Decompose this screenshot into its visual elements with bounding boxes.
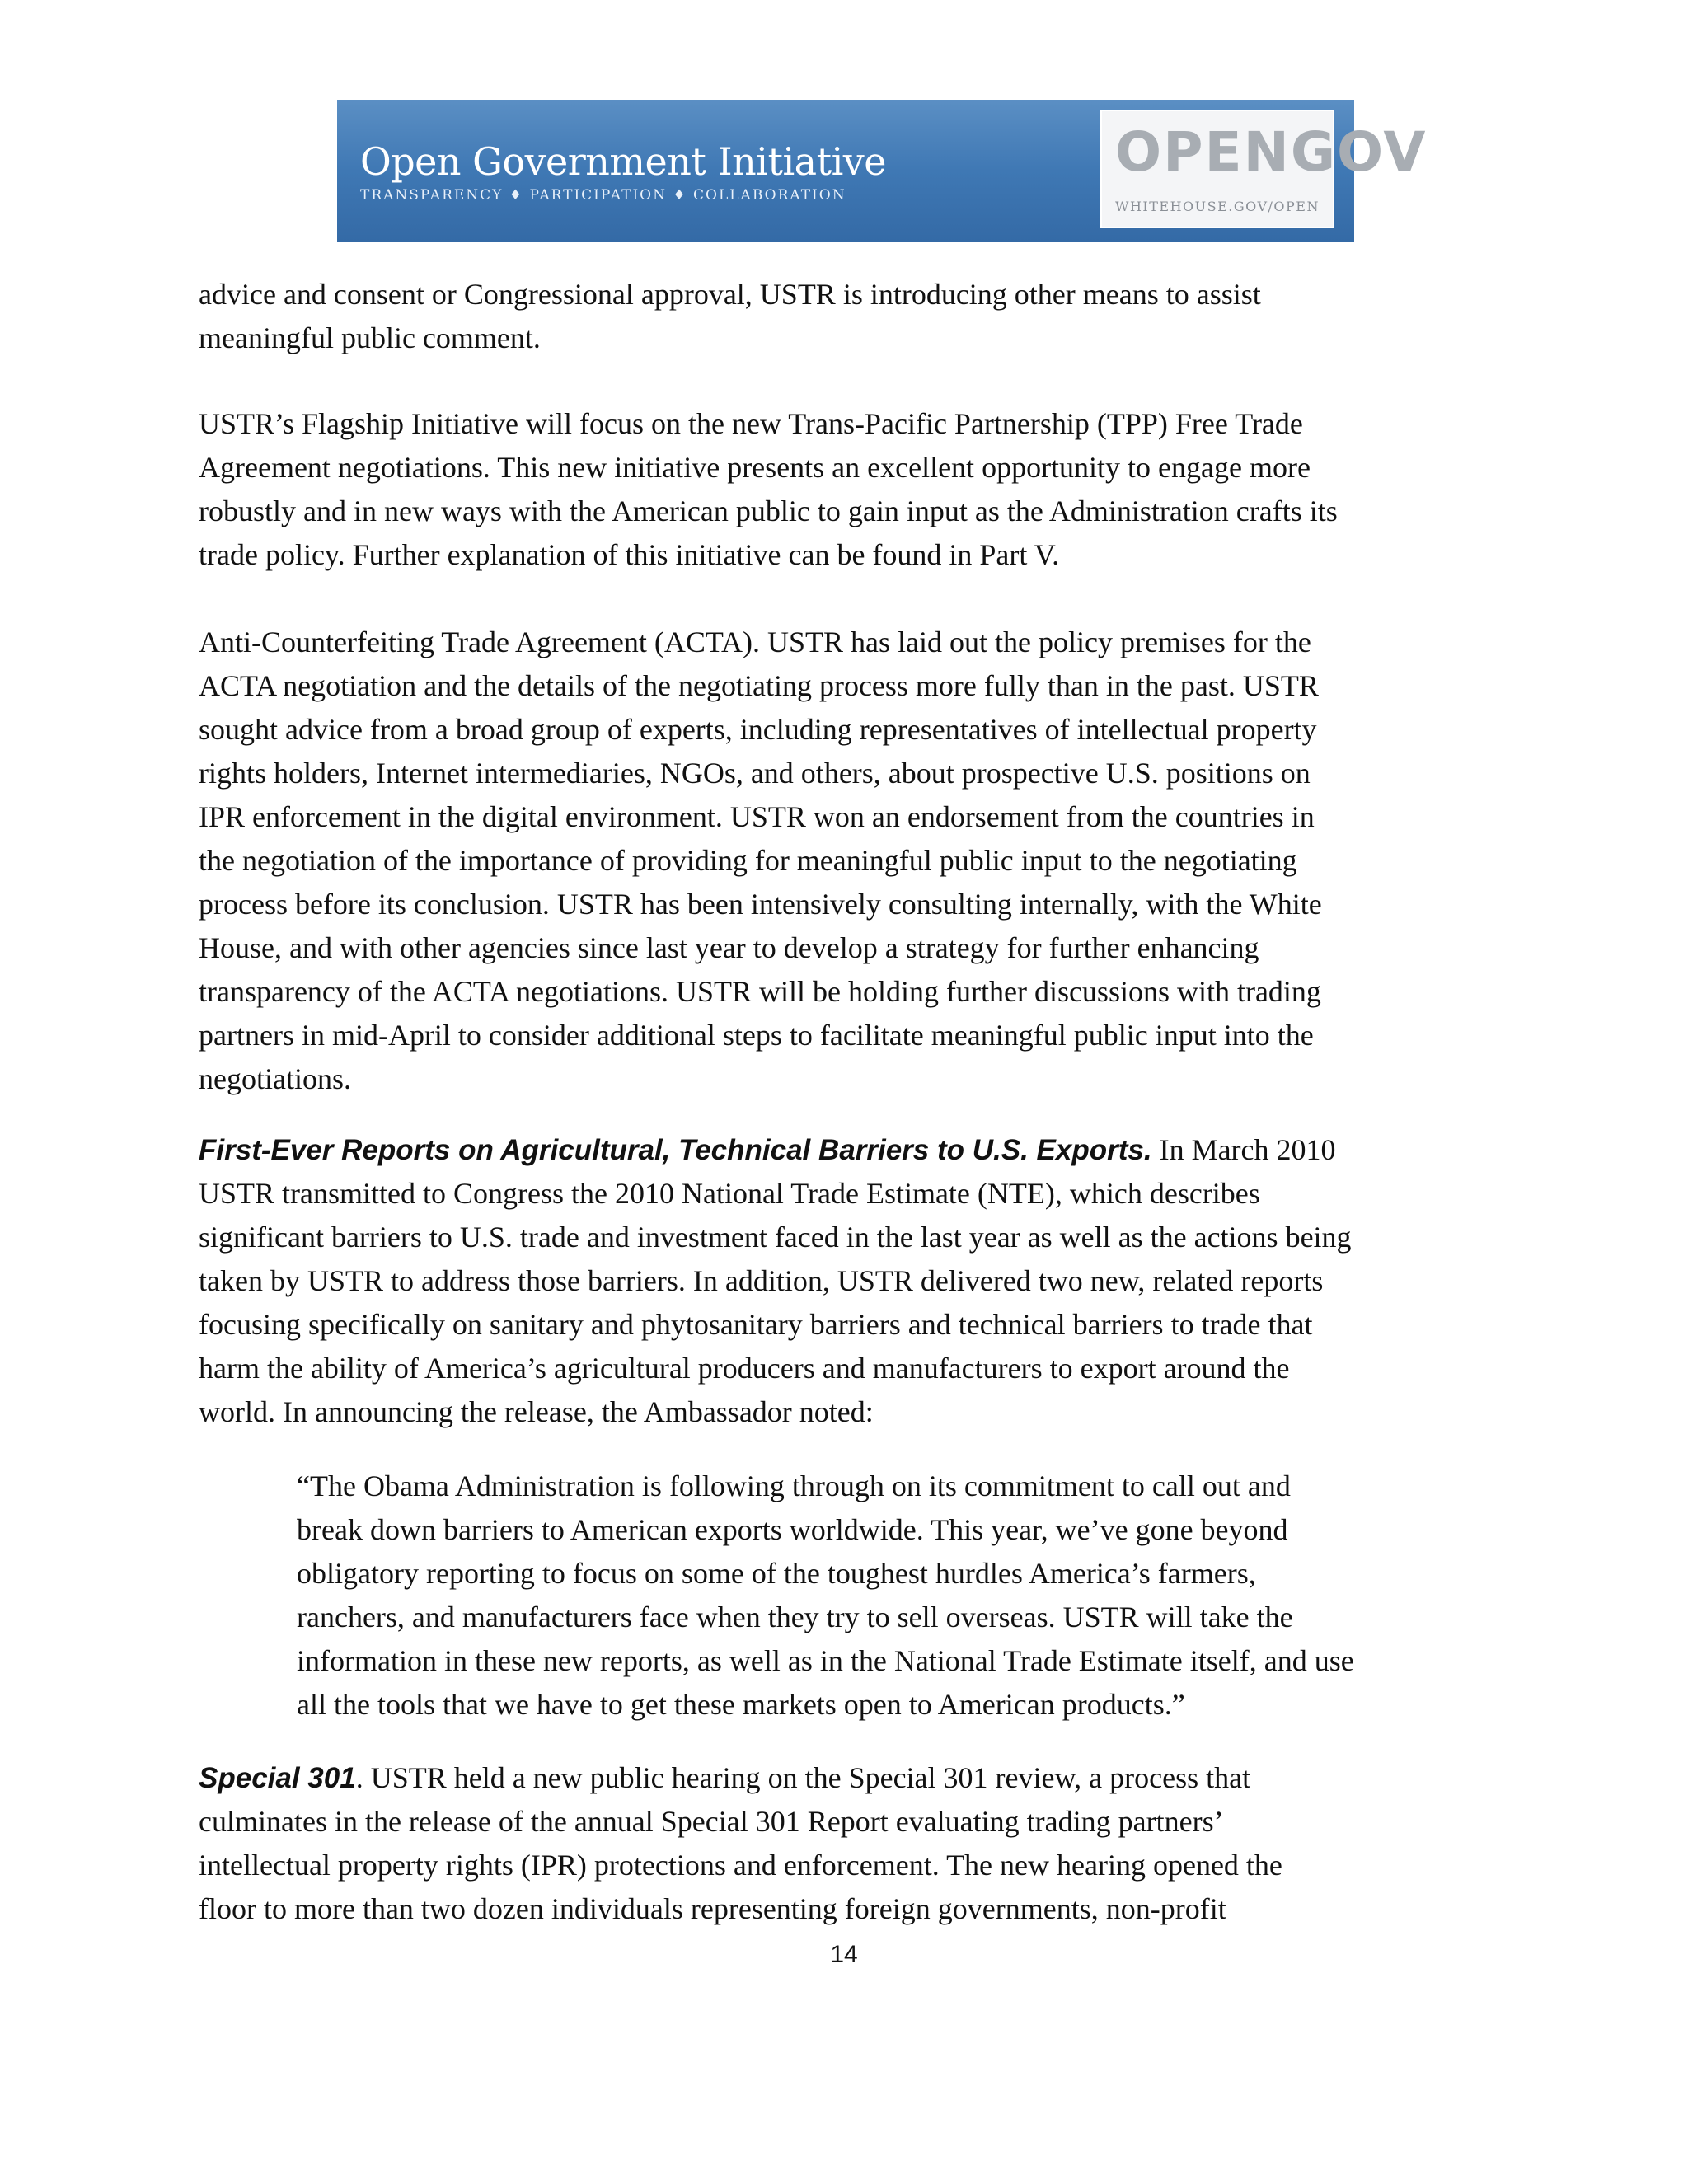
open-government-banner (337, 100, 1428, 242)
quote-line: obligatory reporting to focus on some of the toughest hurdles America’s farmers, (297, 1557, 1256, 1590)
text-line: negotiations. (199, 1062, 351, 1095)
text-line: floor to more than two dozen individuals representing foreign governments, non-profit (199, 1892, 1226, 1925)
text-line: culminates in the release of the annual Special 301 Report evaluating trading partners’ (199, 1805, 1224, 1838)
text-line: world. In announcing the release, the Ambassador noted: (199, 1395, 874, 1428)
page-number: 14 (830, 1941, 858, 1968)
heading-line-rest: . USTR held a new public hearing on the Special 301 review, a process that (355, 1761, 1251, 1794)
logo-open-text: OPEN (1115, 120, 1291, 184)
text-line: significant barriers to U.S. trade and investment faced in the last year as well as the actions being (199, 1221, 1352, 1254)
text-line: advice and consent or Congressional approval, USTR is introducing other means to assist (199, 278, 1261, 311)
paragraph-special-301 (199, 1756, 1501, 1931)
paragraph-flagship-initiative (199, 402, 1501, 577)
quote-line: ranchers, and manufacturers face when they try to sell overseas. USTR will take the (297, 1601, 1293, 1633)
text-line: process before its conclusion. USTR has been intensively consulting internally, with the White (199, 888, 1322, 921)
text-line: rights holders, Internet intermediaries, NGOs, and others, about prospective U.S. positions on (199, 757, 1311, 790)
logo-url: WHITEHOUSE.GOV/OPEN (1115, 199, 1320, 214)
text-line: robustly and in new ways with the American public to gain input as the Administration crafts its (199, 494, 1338, 527)
quote-line: “The Obama Administration is following through on its commitment to call out and (297, 1469, 1291, 1502)
text-line: meaningful public comment. (199, 321, 541, 354)
text-line: IPR enforcement in the digital environment. USTR won an endorsement from the countries in (199, 800, 1315, 833)
text-line: sought advice from a broad group of experts, including representatives of intellectual property (199, 713, 1317, 746)
text-line: Agreement negotiations. This new initiative presents an excellent opportunity to engage more (199, 451, 1311, 484)
logo-gov-text: GOV (1290, 120, 1428, 184)
text-line: the negotiation of the importance of providing for meaningful public input to the negotiating (199, 844, 1297, 877)
paragraph-continuation (199, 273, 1501, 360)
text-line: Anti-Counterfeiting Trade Agreement (ACTA). USTR has laid out the policy premises for the (199, 626, 1311, 658)
paragraph-acta (199, 621, 1501, 1101)
text-line: ACTA negotiation and the details of the negotiating process more fully than in the past. USTR (199, 669, 1319, 702)
text-line: transparency of the ACTA negotiations. USTR will be holding further discussions with trading (199, 975, 1321, 1008)
text-line: partners in mid-April to consider additional steps to facilitate meaningful public input into the (199, 1019, 1314, 1052)
ambassador-quote (297, 1465, 1599, 1727)
text-line (199, 1128, 1501, 1172)
quote-line: break down barriers to American exports worldwide. This year, we’ve gone beyond (297, 1513, 1288, 1546)
section-heading: First-Ever Reports on Agricultural, Technical Barriers to U.S. Exports. (199, 1134, 1152, 1166)
text-line: taken by USTR to address those barriers. In addition, USTR delivered two new, related reports (199, 1264, 1324, 1297)
heading-line-rest: In March 2010 (1151, 1133, 1336, 1166)
banner-tagline: TRANSPARENCY ♦ PARTICIPATION ♦ COLLABORATION (360, 187, 846, 204)
text-line: USTR’s Flagship Initiative will focus on the new Trans-Pacific Partnership (TPP) Free Trade (199, 407, 1303, 440)
opengov-wordmark (1115, 120, 1427, 185)
text-line: trade policy. Further explanation of this initiative can be found in Part V. (199, 538, 1060, 571)
banner-title: Open Government Initiative (360, 139, 887, 184)
text-line: harm the ability of America’s agricultural producers and manufacturers to export around the (199, 1352, 1290, 1385)
paragraph-agricultural-reports (199, 1128, 1501, 1434)
text-line: USTR transmitted to Congress the 2010 National Trade Estimate (NTE), which describes (199, 1177, 1260, 1210)
text-line: focusing specifically on sanitary and phytosanitary barriers and technical barriers to trade that (199, 1308, 1313, 1341)
section-heading: Special 301 (199, 1762, 356, 1794)
quote-line: information in these new reports, as well as in the National Trade Estimate itself, and use (297, 1644, 1354, 1677)
text-line: intellectual property rights (IPR) protections and enforcement. The new hearing opened the (199, 1849, 1282, 1882)
quote-line: all the tools that we have to get these markets open to American products.” (297, 1688, 1185, 1721)
text-line (199, 1756, 1501, 1800)
text-line: House, and with other agencies since last year to develop a strategy for further enhancing (199, 931, 1259, 964)
opengov-logo (1100, 110, 1428, 228)
